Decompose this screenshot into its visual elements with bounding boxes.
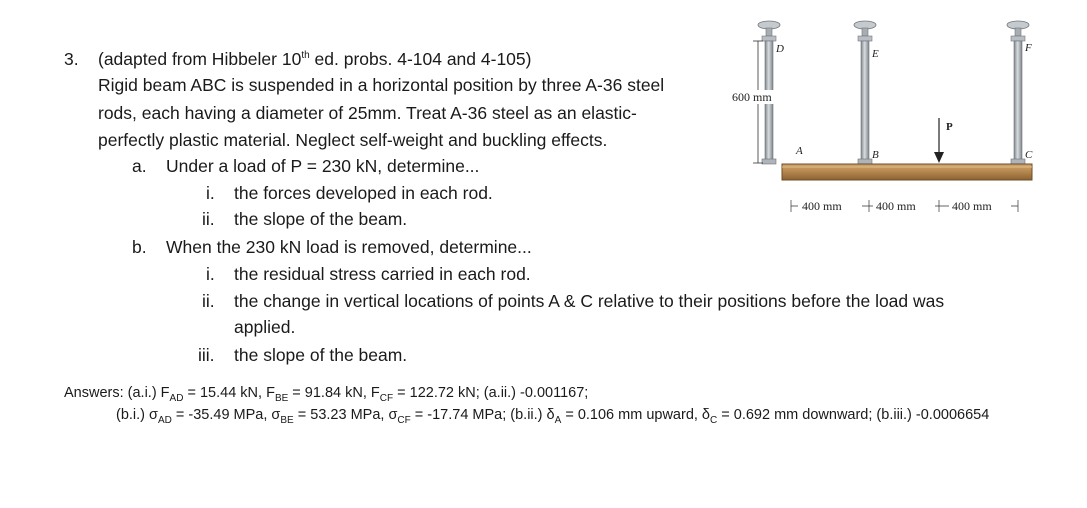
part-b-ii-text: the change in vertical locations of points A & C relative to their positions before the load was [234, 291, 945, 311]
label-d: D [776, 43, 784, 55]
part-b-iii-marker: iii. [198, 345, 215, 365]
label-b: B [872, 149, 879, 161]
part-b-i-marker: i. [206, 264, 215, 284]
part-b-marker: b. [132, 237, 147, 257]
part-a-ii-marker: ii. [202, 209, 215, 229]
rod-cf [1014, 41, 1022, 163]
problem-number: 3. [64, 49, 79, 69]
intro-line-1: Rigid beam ABC is suspended in a horizontal position by three A-36 steel [98, 75, 665, 95]
part-a-ii-text: the slope of the beam. [234, 209, 408, 229]
header-pre: (adapted from Hibbeler 10 [98, 49, 302, 69]
spacing-pc: 400 mm [952, 199, 992, 213]
label-c: C [1025, 149, 1033, 161]
rigid-beam [782, 164, 1032, 180]
part-a-marker: a. [132, 156, 147, 176]
answers-line-1: Answers: (a.i.) $F_{AD} = 15.44$ kN, $F_{BE} = 91.84$ kN, $F_{CF} = 122.72$ kN; (a.ii.) -0.001167; [64, 385, 589, 404]
support-d [758, 21, 780, 41]
part-a-text: Under a load of P = 230 kN, determine... [166, 156, 480, 176]
intro-line-2: rods, each having a diameter of 25mm. Treat A-36 steel as an elastic- [98, 103, 637, 123]
part-a-i-marker: i. [206, 183, 215, 203]
part-b-text: When the 230 kN load is removed, determine... [166, 237, 532, 257]
support-e [854, 21, 876, 41]
label-a: A [796, 145, 803, 157]
spacing-ab: 400 mm [802, 199, 842, 213]
intro-line-3: perfectly plastic material. Neglect self-weight and buckling effects. [98, 130, 608, 150]
support-f [1007, 21, 1029, 41]
header-sup: th [301, 50, 310, 62]
header-post: ed. probs. 4-104 and 4-105) [309, 49, 532, 69]
beam-figure [720, 20, 1050, 220]
load-arrowhead [934, 152, 944, 163]
rod-be [861, 41, 869, 163]
part-b-iii-text: the slope of the beam. [234, 345, 408, 365]
label-e: E [872, 48, 879, 60]
part-b-i-text: the residual stress carried in each rod. [234, 264, 531, 284]
problem-header [98, 48, 531, 70]
part-b-ii-text-cont: applied. [234, 317, 296, 337]
label-f: F [1025, 42, 1032, 54]
answers-line-2: (b.i.) $\sigma_{AD} = -35.49$ MPa, $\sigma_{BE} = 53.23$ MPa, $\sigma_{CF} = -17.74$ MPa; (b.ii.) $\delta_A = 0.106$ mm upward, $\delta_C = 0.692$ mm downward; (b.iii.) -0.0006654 [116, 407, 990, 426]
part-a-i-text: the forces developed in each rod. [234, 183, 493, 203]
part-b-ii-marker: ii. [202, 291, 215, 311]
label-p: P [946, 121, 953, 133]
rod-length-label: 600 mm [732, 90, 772, 104]
spacing-bp: 400 mm [876, 199, 916, 213]
